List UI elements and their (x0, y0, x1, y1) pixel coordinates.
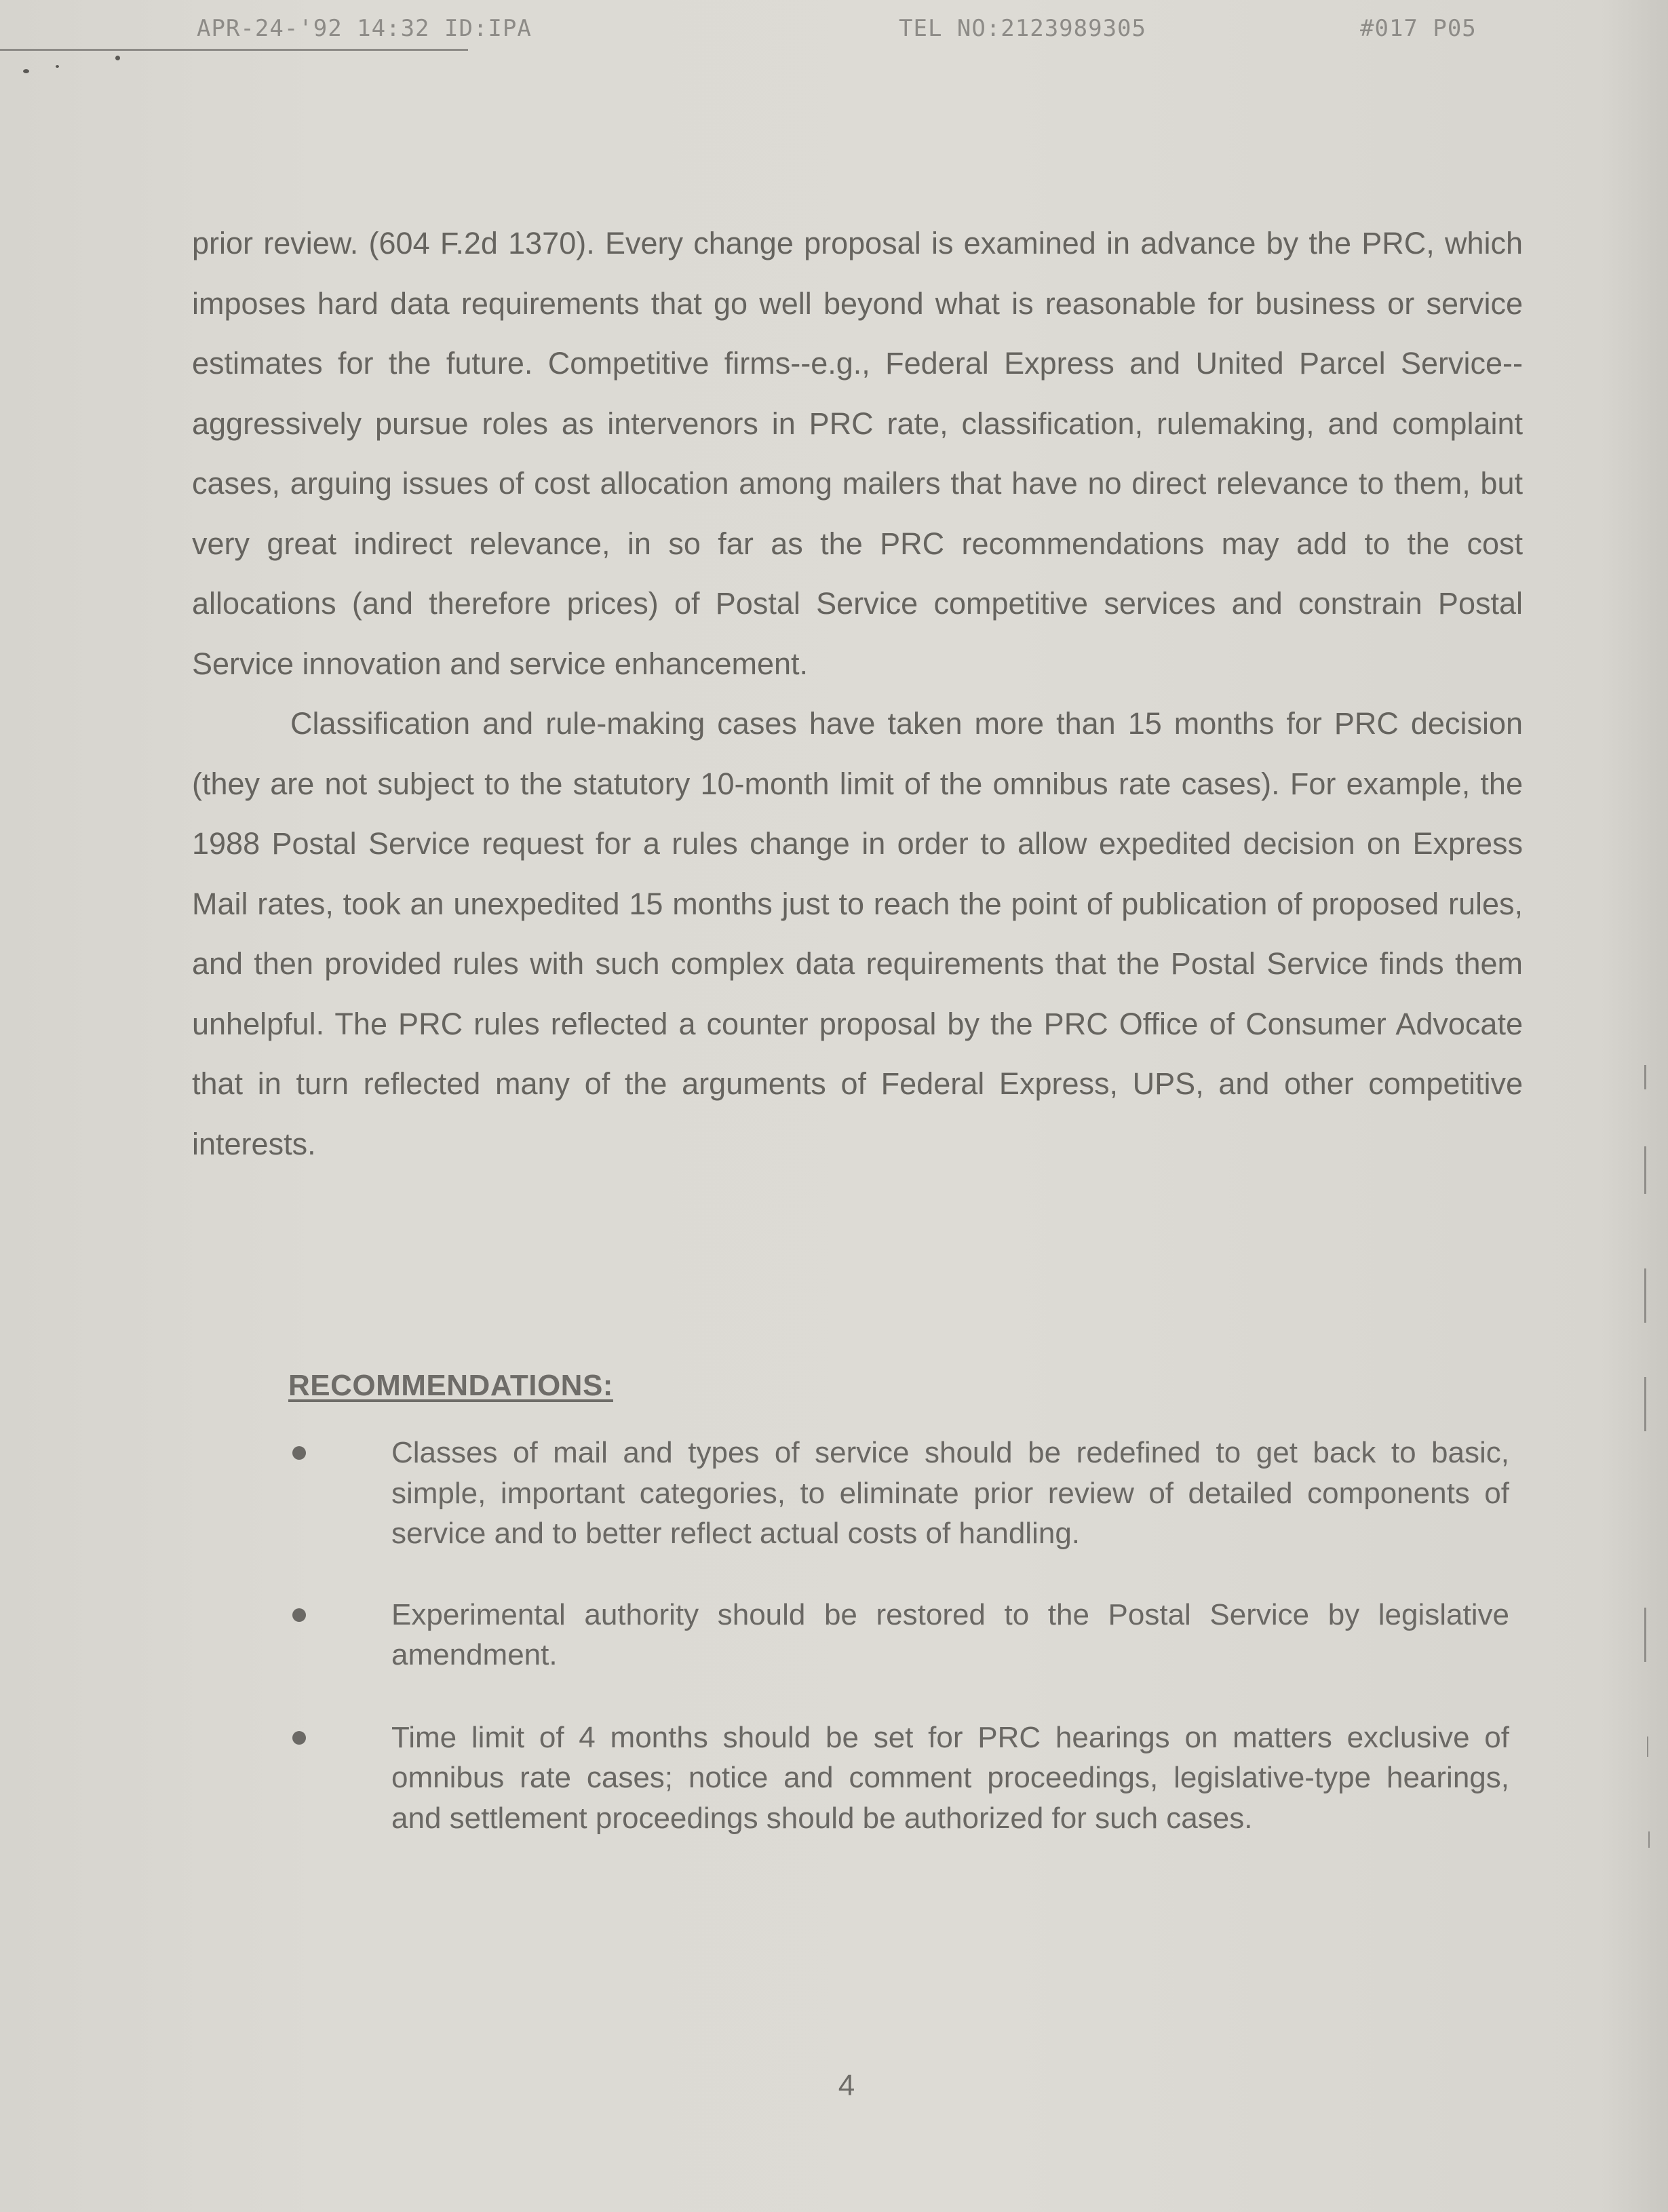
recommendation-item (288, 1595, 1509, 1675)
fax-date-id: APR-24-'92 14:32 ID:IPA (197, 15, 532, 42)
scan-edge-mark (1644, 1608, 1646, 1662)
scan-edge-mark (1644, 1377, 1646, 1431)
recommendation-text: Classes of mail and types of service should be redefined to get back to basic, simple, important categories, to eliminate prior review of detailed components of service and to better reflect actual costs of handling. (391, 1436, 1509, 1550)
fax-header (0, 15, 1668, 56)
fax-page-code: #017 P05 (1360, 15, 1477, 42)
bullet-icon (292, 1446, 306, 1460)
paragraph-classification-cases: Classification and rule-making cases have taken more than 15 months for PRC decision (they are not subject to the statutory 10-month limit of the omnibus rate cases). For example, the 1988 Postal Service request for a rules change in order to allow expedited decision on Express Mail rates, took an unexpedited 15 months just to reach the point of publication of proposed rules, and then provided rules with such complex data requirements that the Postal Service finds them unhelpful. The PRC rules reflected a counter proposal by the PRC Office of Consumer Advocate that in turn reflected many of the arguments of Federal Express, UPS, and other competitive interests. (192, 706, 1523, 1161)
fax-header-rule (0, 49, 468, 51)
page-number: 4 (838, 2069, 855, 2102)
bullet-icon (292, 1608, 306, 1622)
scan-edge-mark (1644, 1065, 1646, 1089)
scan-speck (23, 69, 29, 73)
scan-speck (56, 65, 59, 68)
recommendation-text: Experimental authority should be restored to the Postal Service by legislative amendment. (391, 1597, 1509, 1671)
scan-edge-mark (1644, 1146, 1646, 1194)
scan-edge-mark (1647, 1736, 1648, 1757)
recommendation-text: Time limit of 4 months should be set for PRC hearings on matters exclusive of omnibus rate cases; notice and comment proceedings, legislative-type hearings, and settlement proceedings should be authorized for such cases. (391, 1720, 1509, 1835)
scan-edge-mark (1644, 1268, 1646, 1323)
recommendations-heading: RECOMMENDATIONS: (288, 1369, 613, 1402)
recommendation-item (288, 1433, 1509, 1554)
bullet-icon (292, 1731, 306, 1745)
recommendation-item (288, 1718, 1509, 1839)
recommendations-list (288, 1433, 1509, 1838)
paragraph-continuation: prior review. (604 F.2d 1370). Every change proposal is examined in advance by the PRC, which imposes hard data requirements that go well beyond what is reasonable for business or service estimates for the future. Competitive firms--e.g., Federal Express and United Parcel Service--aggressively pursue roles as intervenors in PRC rate, classification, rulemaking, and complaint cases, arguing issues of cost allocation among mailers that have no direct relevance to them, but very great indirect relevance, in so far as the PRC recommendations may add to the cost allocations (and therefore prices) of Postal Service competitive services and constrain Postal Service innovation and service enhancement. (192, 226, 1523, 681)
scan-speck (115, 56, 120, 60)
scan-edge-mark (1648, 1831, 1650, 1848)
fax-phone-number: TEL NO:2123989305 (899, 15, 1146, 42)
body-text (192, 214, 1523, 1174)
